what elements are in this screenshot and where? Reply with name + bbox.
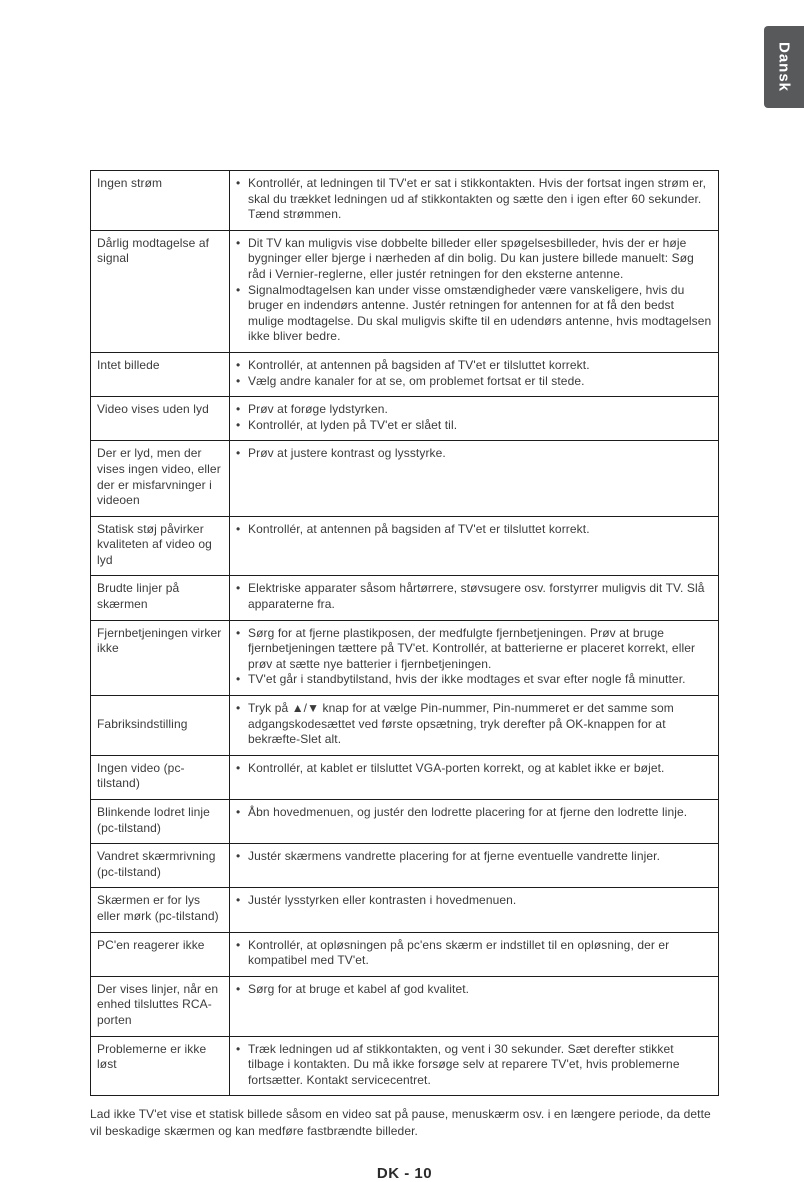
solution-bullet-item bbox=[236, 982, 712, 998]
solution-cell bbox=[230, 352, 719, 396]
problem-cell: Fabriksindstilling bbox=[91, 696, 230, 756]
page-content bbox=[90, 170, 719, 1182]
solution-cell bbox=[230, 1036, 719, 1096]
table-row bbox=[91, 441, 719, 516]
solution-text: Justér lysstyrken eller kontrasten i hovedmenuen. bbox=[248, 893, 517, 908]
solution-text: Prøv at forøge lydstyrken. bbox=[248, 402, 388, 417]
solution-bullet-item bbox=[236, 1042, 712, 1089]
solution-text: Kontrollér, at antennen på bagsiden af TV'et er tilsluttet korrekt. bbox=[248, 521, 590, 536]
solution-cell bbox=[230, 171, 719, 231]
solution-cell bbox=[230, 516, 719, 576]
solution-cell bbox=[230, 230, 719, 352]
solution-bullet-item bbox=[236, 805, 712, 821]
table-row bbox=[91, 800, 719, 844]
solution-text: Kontrollér, at ledningen til TV'et er sat i stikkontakten. Hvis der fortsat ingen strøm er, skal du trækket ledningen ud af stikkontakten og sætte den i igen efter 60 sekunder. Tænd strømmen. bbox=[248, 176, 707, 222]
problem-cell: Vandret skærmrivning (pc-tilstand) bbox=[91, 844, 230, 888]
solution-cell bbox=[230, 932, 719, 976]
problem-cell: Statisk støj påvirker kvaliteten af video og lyd bbox=[91, 516, 230, 576]
solution-text: Vælg andre kanaler for at se, om problemet fortsat er til stede. bbox=[248, 373, 585, 388]
solution-text: Åbn hovedmenuen, og justér den lodrette placering for at fjerne den lodrette linje. bbox=[248, 805, 688, 819]
table-row bbox=[91, 516, 719, 576]
bullet-icon: • bbox=[236, 893, 241, 908]
solution-text: Justér skærmens vandrette placering for at fjerne eventuelle vandrette linjer. bbox=[248, 849, 661, 864]
solution-bullet-item bbox=[236, 938, 712, 969]
language-tab-dansk: Dansk bbox=[764, 26, 804, 108]
bullet-icon: • bbox=[236, 849, 241, 864]
page-number: DK - 10 bbox=[376, 1164, 433, 1182]
solution-text: Sørg for at fjerne plastikposen, der medfulgte fjernbetjeningen. Prøv at bruge fjernbetjeningen tættere på TV'et. Kontrollér, at batterierne er placeret korrekt, eller prøv at sætte nye batterier i fjernbetjeningen. bbox=[248, 625, 696, 671]
table-row bbox=[91, 397, 719, 441]
problem-cell: Video vises uden lyd bbox=[91, 397, 230, 441]
troubleshooting-table bbox=[90, 170, 719, 1096]
solution-bullet-item bbox=[236, 522, 712, 538]
footer-note: Lad ikke TV'et vise et statisk billede såsom en video sat på pause, menuskærm osv. i en længere periode, da dette vil beskadige skærmen og kan medføre fastbrændte billeder. bbox=[90, 1107, 711, 1138]
problem-cell: Intet billede bbox=[91, 352, 230, 396]
bullet-icon: • bbox=[236, 373, 241, 388]
solution-bullet-item bbox=[236, 283, 712, 345]
bullet-icon: • bbox=[236, 235, 241, 250]
solution-cell bbox=[230, 397, 719, 441]
bullet-icon: • bbox=[236, 701, 241, 716]
table-row bbox=[91, 352, 719, 396]
table-row bbox=[91, 620, 719, 695]
problem-cell: Problemerne er ikke løst bbox=[91, 1036, 230, 1096]
problem-cell: Fjernbetjeningen virker ikke bbox=[91, 620, 230, 695]
solution-cell bbox=[230, 800, 719, 844]
solution-text: Signalmodtagelsen kan under visse omstændigheder være vanskeligere, hvis du bruger en indendørs antenne. Justér retningen for antennen for at få den bedst mulige modtagelse. Du skal muligvis skifte til en udendørs antenne, hvis modtagelsen ikke bliver bedre. bbox=[248, 282, 712, 344]
solution-text: Elektriske apparater såsom hårtørrere, støvsugere osv. forstyrrer muligvis dit TV. Slå apparaterne fra. bbox=[248, 581, 705, 612]
bullet-icon: • bbox=[236, 981, 241, 996]
solution-bullet-item bbox=[236, 672, 712, 688]
bullet-icon: • bbox=[236, 417, 241, 432]
solution-cell bbox=[230, 976, 719, 1036]
solution-bullet-item bbox=[236, 418, 712, 434]
solution-cell bbox=[230, 620, 719, 695]
bullet-icon: • bbox=[236, 282, 241, 297]
table-row bbox=[91, 888, 719, 932]
solution-cell bbox=[230, 696, 719, 756]
solution-bullet-item bbox=[236, 701, 712, 748]
solution-cell bbox=[230, 844, 719, 888]
table-row bbox=[91, 932, 719, 976]
solution-cell bbox=[230, 441, 719, 516]
problem-cell: Dårlig modtagelse af signal bbox=[91, 230, 230, 352]
solution-bullet-item bbox=[236, 374, 712, 390]
bullet-icon: • bbox=[236, 357, 241, 372]
troubleshooting-table-body bbox=[91, 171, 719, 1096]
bullet-icon: • bbox=[236, 625, 241, 640]
bullet-icon: • bbox=[236, 176, 241, 190]
table-row bbox=[91, 171, 719, 231]
problem-cell: PC'en reagerer ikke bbox=[91, 932, 230, 976]
solution-bullet-item bbox=[236, 402, 712, 418]
solution-text: Træk ledningen ud af stikkontakten, og vent i 30 sekunder. Sæt derefter stikket tilbage i kontakten. Du må ikke forsøge selv at reparere TV'et, hvis problemerne fortsætter. Kontakt servicecentret. bbox=[248, 1041, 680, 1087]
bullet-icon: • bbox=[236, 521, 241, 536]
problem-cell: Skærmen er for lys eller mørk (pc-tilstand) bbox=[91, 888, 230, 932]
table-row bbox=[91, 755, 719, 799]
table-row bbox=[91, 976, 719, 1036]
solution-bullet-item bbox=[236, 236, 712, 283]
solution-bullet-item bbox=[236, 176, 712, 223]
problem-cell: Blinkende lodret linje (pc-tilstand) bbox=[91, 800, 230, 844]
bullet-icon: • bbox=[236, 937, 241, 952]
solution-text: Tryk på ▲/▼ knap for at vælge Pin-nummer, Pin-nummeret er det samme som adgangskodesættet ved første opsætning, tryk derefter på OK-knappen for at bekræfte-Slet alt. bbox=[248, 701, 674, 747]
problem-cell: Ingen video (pc-tilstand) bbox=[91, 755, 230, 799]
solution-cell bbox=[230, 888, 719, 932]
solution-text: TV'et går i standbytilstand, hvis der ikke modtages et svar efter nogle få minutter. bbox=[248, 672, 686, 687]
table-row bbox=[91, 1036, 719, 1096]
bullet-icon: • bbox=[236, 805, 241, 819]
bullet-icon: • bbox=[236, 1041, 241, 1056]
bullet-icon: • bbox=[236, 760, 241, 775]
solution-text: Kontrollér, at antennen på bagsiden af TV'et er tilsluttet korrekt. bbox=[248, 357, 590, 372]
solution-cell bbox=[230, 576, 719, 620]
table-row bbox=[91, 230, 719, 352]
table-row bbox=[91, 696, 719, 756]
problem-cell: Der vises linjer, når en enhed tilsluttes RCA-porten bbox=[91, 976, 230, 1036]
solution-text: Kontrollér, at opløsningen på pc'ens skærm er indstillet til en opløsning, der er kompatibel med TV'et. bbox=[248, 937, 670, 968]
solution-text: Kontrollér, at kablet er tilsluttet VGA-porten korrekt, og at kablet ikke er bøjet. bbox=[248, 760, 665, 775]
bullet-icon: • bbox=[236, 402, 241, 417]
table-row bbox=[91, 844, 719, 888]
table-row bbox=[91, 576, 719, 620]
solution-bullet-item bbox=[236, 849, 712, 865]
solution-bullet-item bbox=[236, 893, 712, 909]
problem-cell: Brudte linjer på skærmen bbox=[91, 576, 230, 620]
solution-text: Dit TV kan muligvis vise dobbelte billeder eller spøgelsesbilleder, hvis der er høje bygninger eller bjerge i nærheden af din bolig. Du kan justere billede manuelt: Søg råd i Vernier-reglerne, eller justér retningen for den eksterne antenne. bbox=[248, 235, 694, 281]
problem-cell: Ingen strøm bbox=[91, 171, 230, 231]
bullet-icon: • bbox=[236, 581, 241, 596]
solution-bullet-item bbox=[236, 761, 712, 777]
problem-cell: Der er lyd, men der vises ingen video, eller der er misfarvninger i videoen bbox=[91, 441, 230, 516]
bullet-icon: • bbox=[236, 672, 241, 687]
solution-bullet-item bbox=[236, 358, 712, 374]
solution-bullet-item bbox=[236, 446, 712, 462]
solution-bullet-item bbox=[236, 626, 712, 673]
solution-text: Sørg for at bruge et kabel af god kvalitet. bbox=[248, 981, 470, 996]
bullet-icon: • bbox=[236, 446, 241, 461]
solution-cell bbox=[230, 755, 719, 799]
solution-text: Kontrollér, at lyden på TV'et er slået til. bbox=[248, 417, 458, 432]
solution-text: Prøv at justere kontrast og lysstyrke. bbox=[248, 446, 446, 461]
solution-bullet-item bbox=[236, 581, 712, 612]
